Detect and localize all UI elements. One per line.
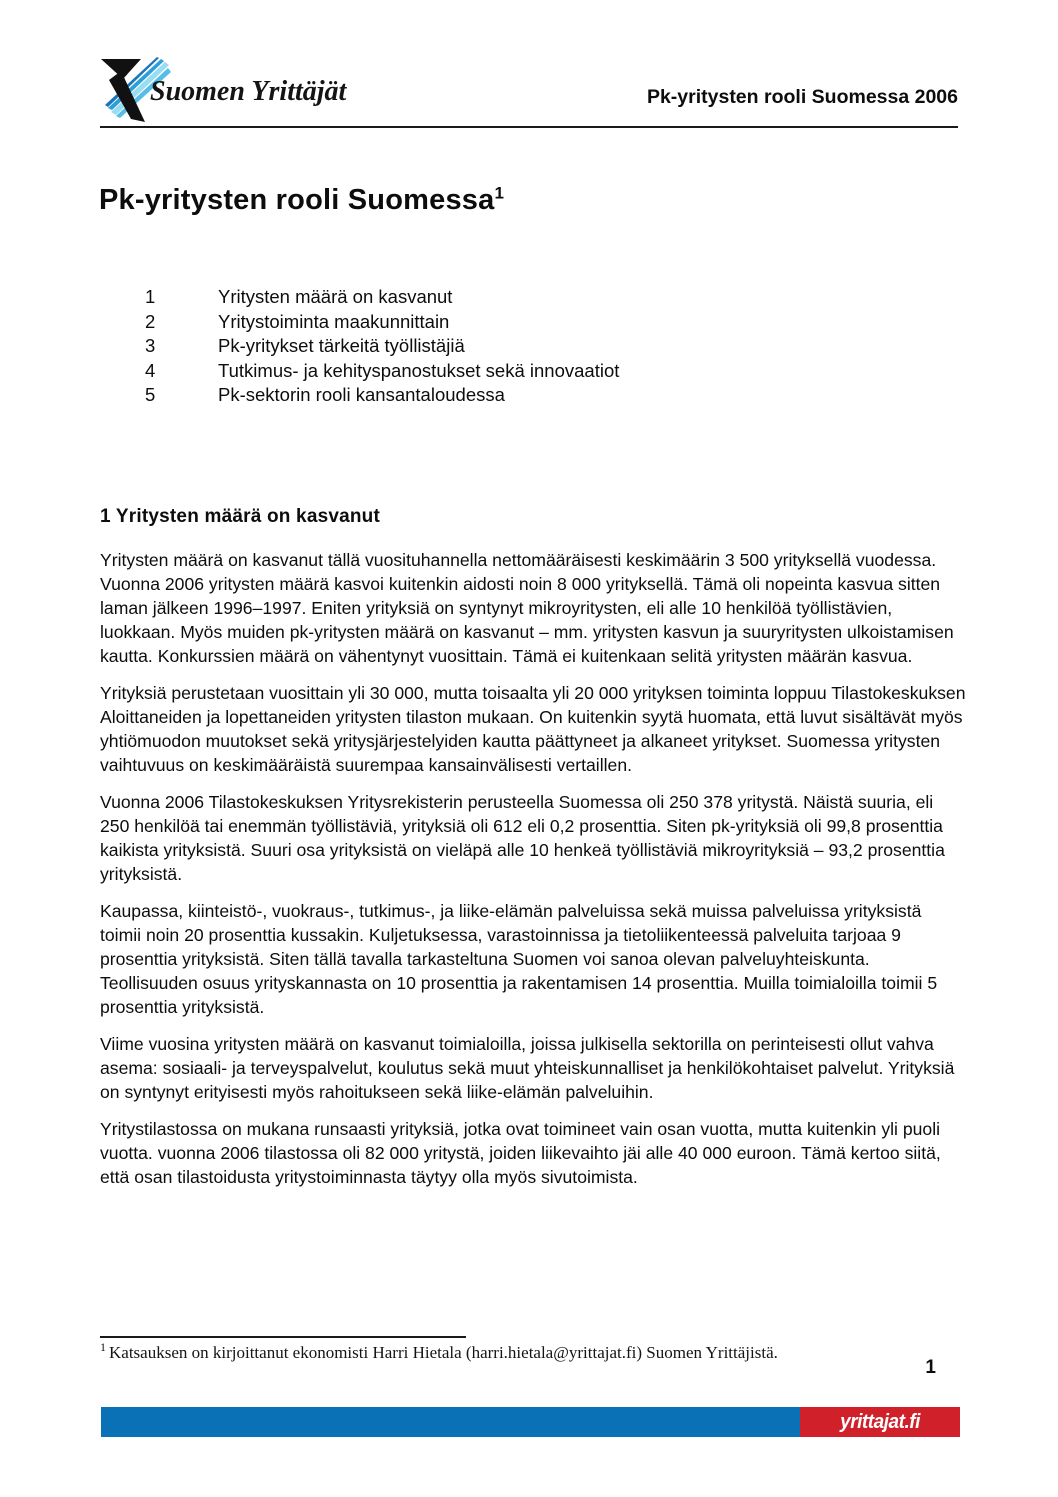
toc-item-label: Tutkimus- ja kehityspanostukset sekä innovaatiot	[218, 359, 620, 381]
header-divider	[100, 126, 958, 128]
toc-item-label: Pk-sektorin rooli kansantaloudessa	[218, 384, 505, 406]
toc-item-number: 4	[145, 359, 156, 381]
paragraph: Viime vuosina yritysten määrä on kasvanut toimialoilla, joissa julkisella sektorilla on perinteisesti ollut vahva asema: sosiaali- ja terveyspalvelut, koulutus sekä muut yhteiskunnalliset ja henkilökohtaiset palvelut. Yrityksiä on syntynyt erityisesti myös rahoitukseen sekä liike-elämän palveluihin.	[100, 1034, 955, 1102]
section-heading: 1 Yritysten määrä on kasvanut	[100, 506, 381, 527]
footnote-text: Katsauksen on kirjoittanut ekonomisti Harri Hietala (harri.hietala@yrittajat.fi) Suomen Yrittäjistä.	[109, 1343, 778, 1362]
title-footnote-ref: 1	[494, 183, 505, 203]
toc-item-number: 2	[145, 310, 156, 332]
toc-item-label: Pk-yritykset tärkeitä työllistäjiä	[218, 335, 465, 357]
page-number: 1	[925, 1357, 936, 1378]
toc-item	[145, 383, 619, 408]
toc-item	[145, 285, 619, 310]
page-title-text: Pk-yritysten rooli Suomessa	[99, 184, 495, 216]
paragraph: Yritysten määrä on kasvanut tällä vuosituhannella nettomääräisesti keskimäärin 3 500 yrityksellä vuodessa. Vuonna 2006 yritysten määrä kasvoi kuitenkin aidosti noin 8 000 yrityksellä. Tämä oli nopeinta kasvua sitten laman jälkeen 1996–1997. Eniten yrityksiä on syntynyt mikroyritysten, eli alle 10 henkilöä työllistävien, luokkaan. Myös muiden pk-yritysten määrä on kasvanut – mm. yritysten kasvun ja suuryritysten ulkoistamisen kautta. Konkurssien määrä on vähentynyt vuosittain. Tämä ei kuitenkaan selitä yritysten määrän kasvua.	[100, 550, 954, 666]
table-of-contents	[145, 285, 619, 408]
toc-item	[145, 334, 619, 359]
body-text	[100, 548, 966, 1202]
toc-item-number: 3	[145, 335, 156, 357]
footer-bar-red-segment	[800, 1407, 960, 1437]
toc-item	[145, 359, 619, 384]
brand-wordmark: Suomen Yrittäjät	[150, 76, 347, 107]
footer-bar-blue-segment	[101, 1407, 800, 1437]
footnote	[100, 1340, 960, 1363]
footnote-ref: 1	[100, 1340, 106, 1355]
footer-site-label: yrittajat.fi	[840, 1410, 920, 1433]
toc-item-label: Yritysten määrä on kasvanut	[218, 286, 453, 307]
page-title	[99, 184, 504, 217]
paragraph: Vuonna 2006 Tilastokeskuksen Yritysrekisterin perusteella Suomessa oli 250 378 yritystä. Näistä suuria, eli 250 henkilöä tai enemmän työllistäviä, yrityksiä oli 612 eli 0,2 prosenttia. Siten pk-yrityksiä oli 99,8 prosenttia kaikista yrityksistä. Suuri osa yrityksistä on vieläpä alle 10 henkeä työllistäviä mikroyrityksiä – 93,2 prosenttia yrityksistä.	[100, 792, 945, 884]
paragraph: Yrityksiä perustetaan vuosittain yli 30 000, mutta toisaalta yli 20 000 yrityksen toiminta loppuu Tilastokeskuksen Aloittaneiden ja lopettaneiden yritysten tilaston mukaan. On kuitenkin syytä huomata, että luvut sisältävät myös yhtiömuodon muutokset sekä yritysjärjestelyiden kautta päättyneet ja alkaneet yritykset. Suomessa yritysten vaihtuvuus on keskimääräistä suurempaa kansainvälisesti vertaillen.	[100, 683, 966, 775]
toc-item-number: 1	[145, 286, 156, 307]
toc-item-label: Yritystoiminta maakunnittain	[218, 310, 450, 332]
toc-item-number: 5	[145, 384, 156, 406]
header-document-title: Pk-yritysten rooli Suomessa 2006	[646, 86, 958, 108]
footnote-divider	[100, 1336, 466, 1338]
paragraph: Yritystilastossa on mukana runsaasti yrityksiä, jotka ovat toimineet vain osan vuotta, mutta kuitenkin yli puoli vuotta. vuonna 2006 tilastossa oli 82 000 yritystä, joiden liikevaihto jäi alle 40 000 euroon. Tämä kertoo siitä, että osan tilastoidusta yritystoiminnasta täytyy olla myös sivutoimista.	[100, 1119, 941, 1187]
paragraph: Kaupassa, kiinteistö-, vuokraus-, tutkimus-, ja liike-elämän palveluissa sekä muissa palveluissa yrityksistä toimii noin 20 prosenttia kussakin. Kuljetuksessa, varastoinnissa ja tietoliikenteessä palveluita tarjoaa 9 prosenttia yrityksistä. Siten tällä tavalla tarkasteltuna Suomen voi sanoa olevan palveluyhteiskunta. Teollisuuden osuus yrityskannasta on 10 prosenttia ja rakentamisen 14 prosenttia. Muilla toimialoilla toimii 5 prosenttia yrityksistä.	[100, 901, 938, 1017]
toc-item	[145, 310, 619, 335]
footer-bar	[101, 1407, 960, 1437]
